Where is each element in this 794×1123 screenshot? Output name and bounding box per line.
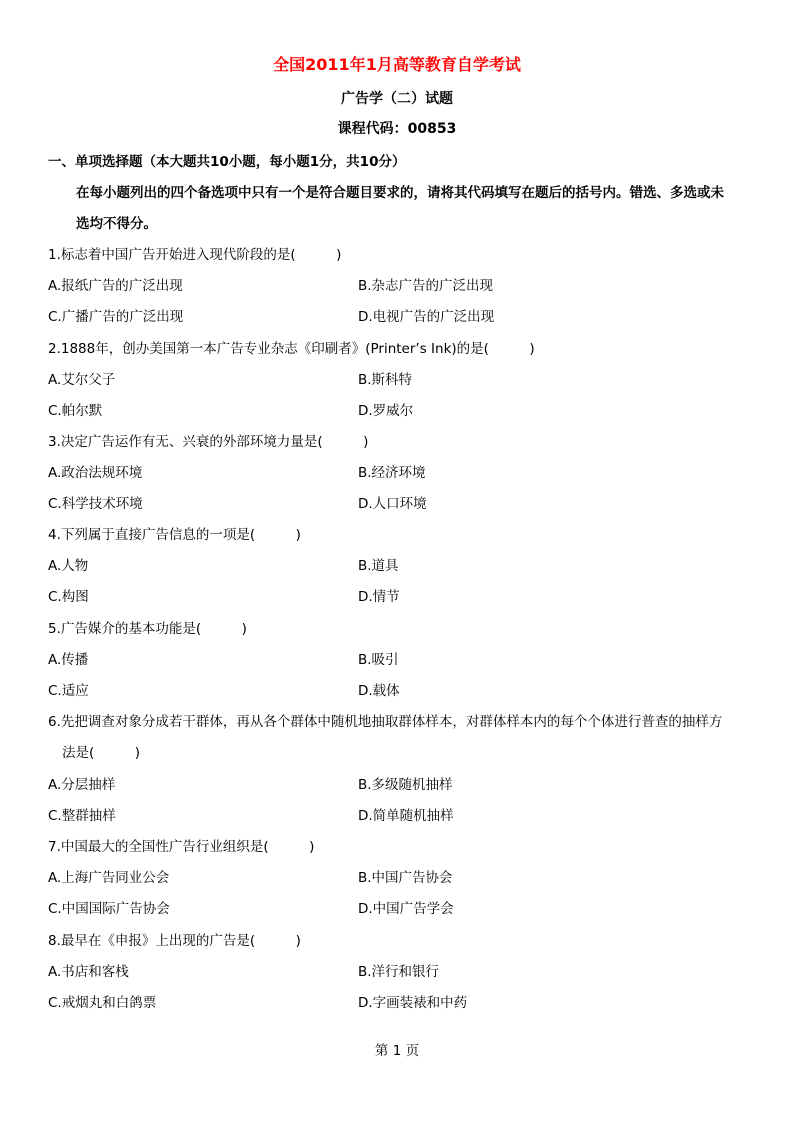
question-4: 4.下列属于直接广告信息的一项是( ) [48,527,301,543]
question-4-option-d: D.情节 [358,589,400,605]
question-5-option-c: C.适应 [48,683,89,699]
question-6: 6.先把调查对象分成若干群体，再从各个群体中随机地抽取群体样本，对群体样本内的每个个体进行普查的抽样方 [48,714,723,730]
question-2-option-d: D.罗威尔 [358,403,414,419]
question-8: 8.最早在《申报》上出现的广告是( ) [48,933,301,949]
question-6-option-a: A.分层抽样 [48,777,116,793]
question-6-option-b: B.多级随机抽样 [358,777,453,793]
course-code: 课程代码：00853 [337,121,457,137]
question-8-option-d: D.字画装裱和中药 [358,995,468,1011]
question-7-option-d: D.中国广告学会 [358,901,454,917]
exam-subtitle: 广告学（二）试题 [341,91,453,107]
question-6-continued: 法是( ) [62,745,141,761]
question-4-option-b: B.道具 [358,558,399,574]
question-5: 5.广告媒介的基本功能是( ) [48,621,247,637]
instruction-line-1: 在每小题列出的四个备选项中只有一个是符合题目要求的，请将其代码填写在题后的括号内。错选、多选或未 [76,185,724,201]
question-7-option-c: C.中国国际广告协会 [48,901,170,917]
question-5-option-a: A.传播 [48,652,89,668]
question-7: 7.中国最大的全国性广告行业组织是( ) [48,839,315,855]
question-1-option-d: D.电视广告的广泛出现 [358,309,495,325]
question-6-option-c: C.整群抽样 [48,808,116,824]
question-2: 2.1888年，创办美国第一本广告专业杂志《印刷者》(Printer’s Ink)的是( ) [48,341,535,357]
question-4-option-a: A.人物 [48,558,89,574]
question-2-option-b: B.斯科特 [358,372,413,388]
question-5-option-b: B.吸引 [358,652,399,668]
page-number: 第 1 页 [374,1043,420,1059]
question-4-option-c: C.构图 [48,589,89,605]
question-2-option-c: C.帕尔默 [48,403,103,419]
question-3-option-c: C.科学技术环境 [48,496,143,512]
question-6-option-d: D.简单随机抽样 [358,808,454,824]
exam-title: 全国2011年1月高等教育自学考试 [273,55,521,74]
question-3-option-d: D.人口环境 [358,496,427,512]
question-1-option-a: A.报纸广告的广泛出现 [48,278,183,294]
question-5-option-d: D.载体 [358,683,400,699]
question-1-option-b: B.杂志广告的广泛出现 [358,278,494,294]
question-8-option-a: A.书店和客栈 [48,964,129,980]
instruction-line-2: 选均不得分。 [76,216,157,232]
question-8-option-c: C.戒烟丸和白鸽票 [48,995,157,1011]
question-3-option-b: B.经济环境 [358,465,426,481]
question-2-option-a: A.艾尔父子 [48,372,116,388]
question-1: 1.标志着中国广告开始进入现代阶段的是( ) [48,247,342,263]
section-heading: 一、单项选择题（本大题共10小题，每小题1分，共10分） [48,154,406,170]
question-1-option-c: C.广播广告的广泛出现 [48,309,184,325]
question-3: 3.决定广告运作有无、兴衰的外部环境力量是( ) [48,434,369,450]
question-7-option-b: B.中国广告协会 [358,870,453,886]
question-7-option-a: A.上海广告同业公会 [48,870,170,886]
question-8-option-b: B.洋行和银行 [358,964,440,980]
question-3-option-a: A.政治法规环境 [48,465,143,481]
